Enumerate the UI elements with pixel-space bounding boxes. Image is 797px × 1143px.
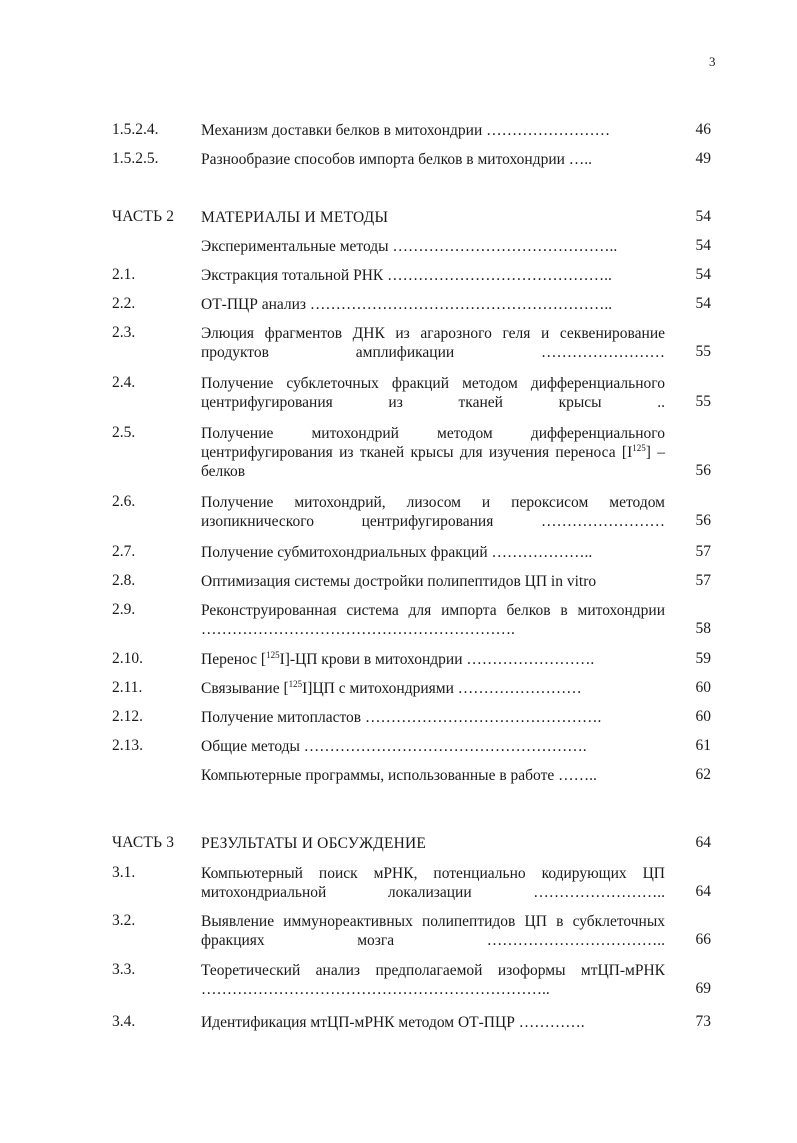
page-ref: 64	[695, 834, 711, 851]
section-title: Механизм доставки белков в митохондрии ……………………	[201, 122, 611, 139]
chapter-number: ЧАСТЬ 3	[112, 834, 175, 851]
chapter-title: РЕЗУЛЬТАТЫ И ОБСУЖДЕНИЕ	[201, 835, 427, 852]
section-number: 2.3.	[112, 324, 136, 341]
section-number: 3.2.	[112, 912, 136, 929]
section-number: 2.2.	[112, 295, 136, 312]
page-ref: 56	[695, 512, 711, 529]
isotope-superscript: 125	[632, 443, 646, 453]
title-text: ] –белков	[201, 444, 665, 480]
section-number: 1.5.2.5.	[112, 150, 159, 167]
page-ref: 57	[695, 543, 711, 560]
section-title: Выявление иммунореактивных полипептидов ЦП в субклеточных фракциях мозга ……………………………..	[201, 913, 665, 949]
section-number: 2.9.	[112, 601, 136, 618]
section-title: Получение субклеточных фракций методом дифференциального центрифугирования из тканей крысы ..	[201, 375, 665, 411]
section-number: 3.4.	[112, 1013, 136, 1030]
section-title: ОТ-ПЦР анализ …………………………………………………..	[201, 296, 613, 313]
page-number: 3	[709, 54, 716, 69]
title-text: I]-ЦП крови в митохондрии …………………….	[279, 651, 595, 668]
section-title: Теоретический анализ предполагаемой изоформы мтЦП-мРНК …………………………………………………………..	[201, 962, 665, 998]
page-ref: 60	[695, 708, 711, 725]
section-number: 2.12.	[112, 708, 143, 725]
section-title: Элюция фрагментов ДНК из агарозного геля и секвенирование продуктов амплификации ……………………	[201, 325, 665, 361]
section-number: 3.1.	[112, 864, 136, 881]
page-ref: 49	[695, 150, 711, 167]
section-title	[201, 679, 665, 698]
page-ref: 58	[695, 620, 711, 637]
section-number: 2.13.	[112, 737, 143, 754]
section-title: Идентификация мтЦП-мРНК методом ОТ-ПЦР ………….	[201, 1014, 585, 1031]
page-ref: 61	[695, 737, 711, 754]
section-title: Компьютерные программы, использованные в работе ……..	[201, 767, 597, 784]
section-title: Разнообразие способов импорта белков в митохондрии …..	[201, 151, 593, 168]
page-ref: 62	[695, 766, 711, 783]
section-number: 3.3.	[112, 961, 136, 978]
page-ref: 59	[695, 650, 711, 667]
title-text: Получение митохондрий методом дифференциального центрифугирования из тканей крысы для изучения переноса [I	[201, 425, 665, 461]
page-ref: 73	[695, 1013, 711, 1030]
section-number: 2.10.	[112, 650, 143, 667]
section-number: 2.1.	[112, 266, 136, 283]
section-number: 2.5.	[112, 424, 136, 441]
page-ref: 54	[695, 237, 711, 254]
section-number: 2.6.	[112, 493, 136, 510]
page-ref: 54	[695, 208, 711, 225]
section-title: Экспериментальные методы ……………………………………..	[201, 238, 618, 255]
chapter-number: ЧАСТЬ 2	[112, 208, 175, 225]
page-ref: 55	[695, 343, 711, 360]
section-title	[201, 424, 665, 481]
section-title: Получение митохондрий, лизосом и пероксисом методом изопикнического центрифугирования ……………………	[201, 494, 665, 530]
section-title: Общие методы ……………………………………………….	[201, 738, 587, 755]
page-ref: 66	[695, 931, 711, 948]
page-ref: 57	[695, 572, 711, 589]
section-title: Компьютерный поиск мРНК, потенциально кодирующих ЦП митохондриальной локализации ……………………..	[201, 865, 665, 901]
page-ref: 56	[695, 462, 711, 479]
section-title: Экстракция тотальной РНК ……………………………………..	[201, 267, 612, 284]
section-title: Оптимизация системы достройки полипептидов ЦП in vitro	[201, 573, 597, 590]
section-number: 2.11.	[112, 679, 143, 696]
isotope-superscript: 125	[266, 650, 280, 660]
page-ref: 54	[695, 266, 711, 283]
section-number: 2.8.	[112, 572, 136, 589]
page-ref: 54	[695, 295, 711, 312]
section-number: 2.7.	[112, 543, 136, 560]
page-ref: 64	[695, 883, 711, 900]
section-title: Получение митопластов ……………………………………….	[201, 709, 602, 726]
page-ref: 69	[695, 980, 711, 997]
isotope-superscript: 125	[288, 679, 303, 689]
page-ref: 55	[695, 393, 711, 410]
section-number: 1.5.2.4.	[112, 121, 159, 138]
page-ref: 60	[695, 679, 711, 696]
section-title	[201, 650, 665, 669]
section-title: Получение субмитохондриальных фракций ………………..	[201, 544, 593, 561]
section-title: Реконструированная система для импорта белков в митохондрии …………………………………………………….	[201, 602, 665, 638]
section-number: 2.4.	[112, 374, 136, 391]
page-ref: 46	[695, 121, 711, 138]
title-text: Перенос [	[201, 651, 267, 668]
title-text: Связывание [	[201, 680, 289, 697]
title-text: I]ЦП с митохондриями ……………………	[302, 680, 582, 697]
chapter-title: МАТЕРИАЛЫ И МЕТОДЫ	[201, 209, 389, 226]
